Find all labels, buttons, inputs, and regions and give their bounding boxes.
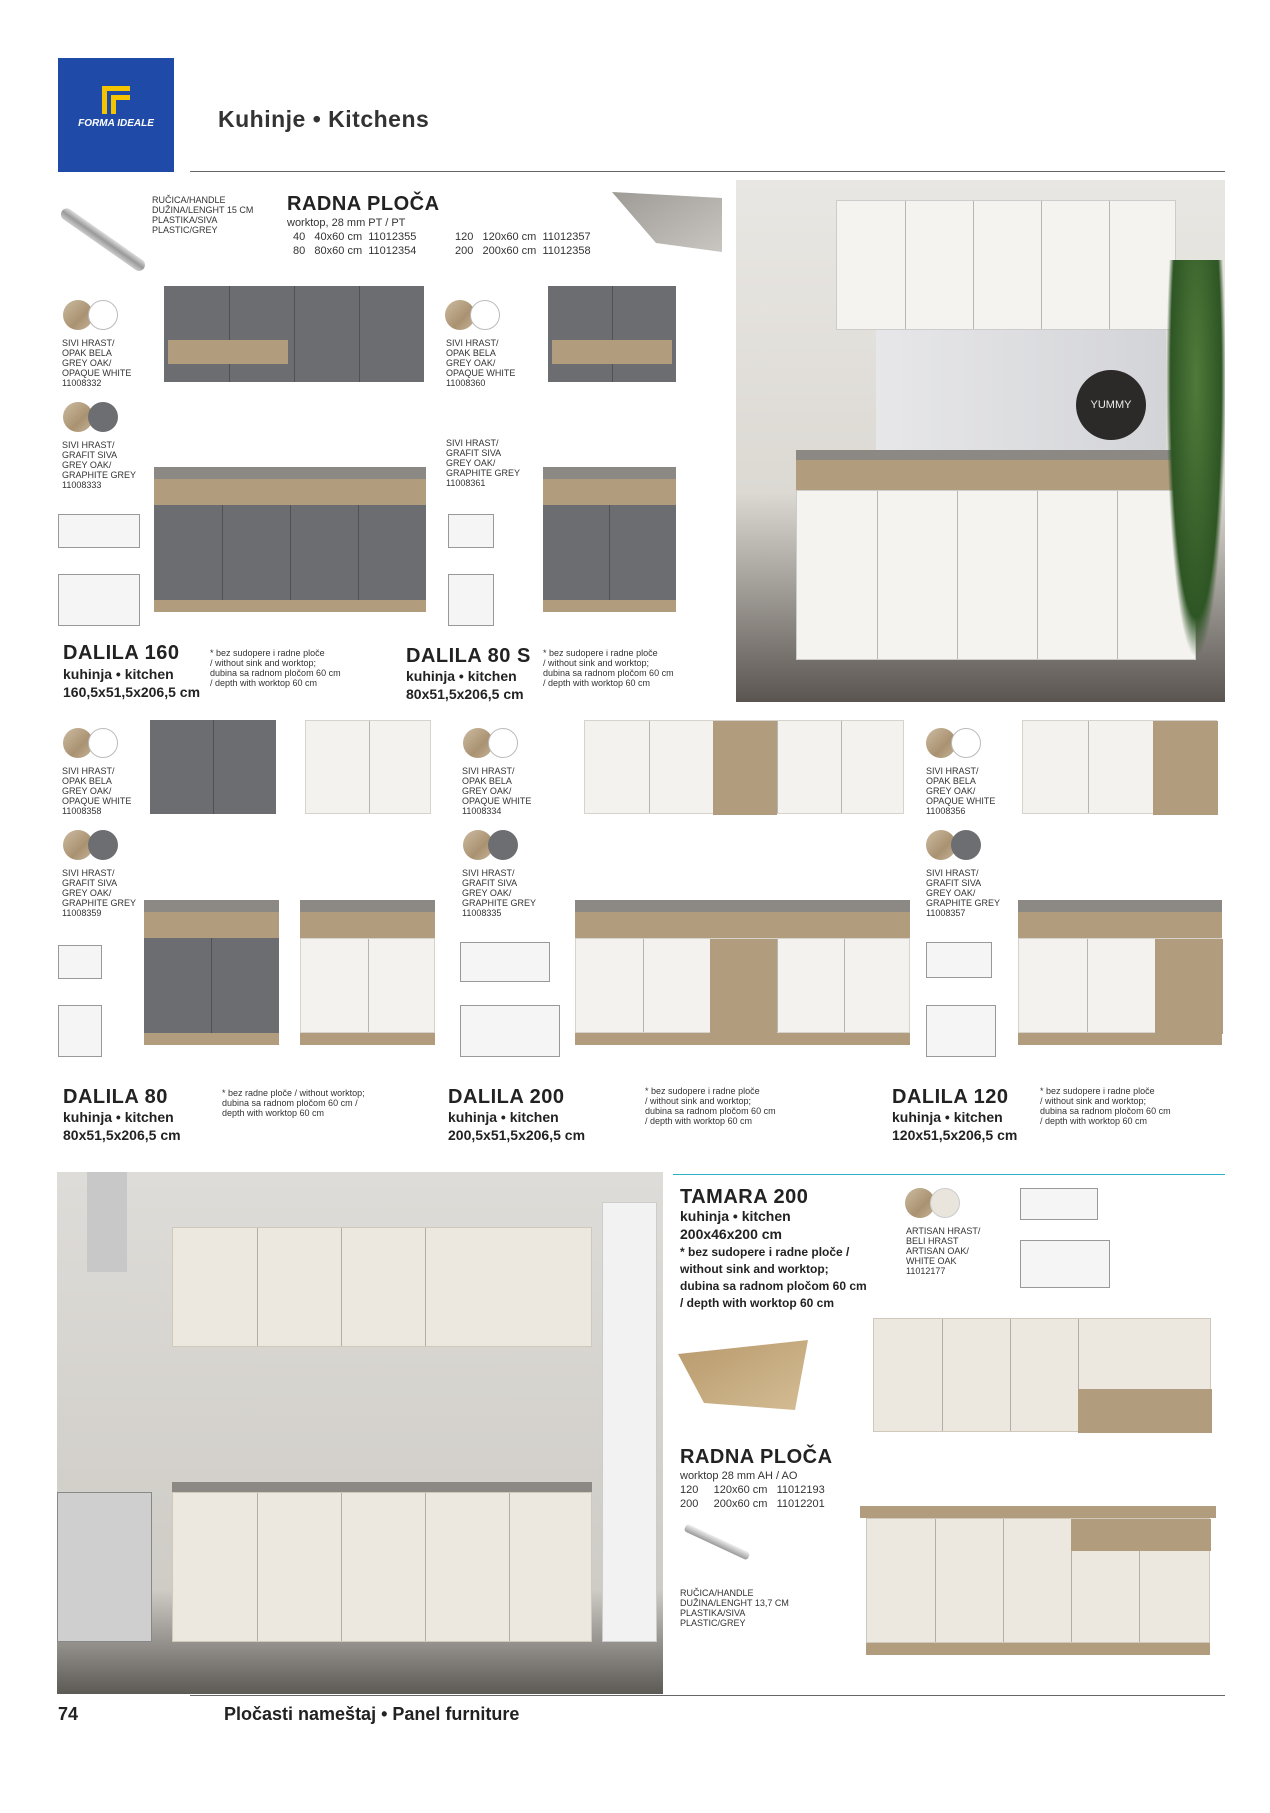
plinth-image <box>1018 1033 1222 1045</box>
worktop2-row: 120 120x60 cm 11012193 <box>680 1484 825 1496</box>
plinth-image <box>543 600 676 612</box>
counter-image <box>543 467 676 479</box>
product-note: * bez sudopere i radne ploče / without sink and worktop; dubina sa radnom pločom 60 cm / depth with worktop 60 cm <box>680 1245 867 1310</box>
wireframe-base <box>1020 1240 1110 1288</box>
plinth-image <box>154 600 426 612</box>
range-hood <box>87 1172 127 1272</box>
worktop2-subtitle: worktop 28 mm AH / AO <box>680 1470 798 1482</box>
product-note: * bez radne ploče / without worktop; dubina sa radnom pločom 60 cm / depth with worktop 60 cm <box>222 1088 365 1118</box>
base-cabinet-image <box>1018 938 1222 1033</box>
drawer-image <box>300 912 435 938</box>
wireframe-upper <box>460 942 550 982</box>
variant-label: SIVI HRAST/ GRAFIT SIVA GREY OAK/ GRAPHITE GREY 11008335 <box>462 868 537 918</box>
swatch-graphite-grey <box>88 402 118 432</box>
product-name: DALILA 120 <box>892 1086 1009 1108</box>
upper-cabinet-image <box>873 1318 1211 1432</box>
counter-image <box>575 900 910 912</box>
plinth-image <box>144 1033 279 1045</box>
variant-label: ARTISAN HRAST/ BELI HRAST ARTISAN OAK/ WHITE OAK 11012177 <box>906 1226 981 1276</box>
product-type: kuhinja • kitchen <box>406 668 517 684</box>
plant <box>1166 260 1225 660</box>
wireframe-upper <box>58 945 102 979</box>
swatch-graphite-grey <box>951 830 981 860</box>
swatch-graphite-grey <box>488 830 518 860</box>
drawer-image <box>144 912 279 938</box>
handle-image <box>59 206 148 273</box>
wireframe-upper <box>1020 1188 1098 1220</box>
base-cabinet-image <box>866 1518 1210 1643</box>
upper-cabinet-image <box>305 720 431 814</box>
brand-logo <box>58 58 174 172</box>
upper-cabinet-image <box>1022 720 1217 814</box>
product-name: DALILA 160 <box>63 642 180 664</box>
product-name: TAMARA 200 <box>680 1186 809 1208</box>
product-note: * bez sudopere i radne ploče / without sink and worktop; dubina sa radnom pločom 60 cm / depth with worktop 60 cm <box>210 648 341 688</box>
worktop-sample-image <box>678 1340 808 1410</box>
wireframe-base <box>448 574 494 626</box>
kitchen-photo-tamara <box>57 1172 663 1694</box>
worktop-title: RADNA PLOČA <box>287 193 440 215</box>
counter-image <box>154 467 426 479</box>
variant-label: SIVI HRAST/ GRAFIT SIVA GREY OAK/ GRAPHITE GREY 11008359 <box>62 868 137 918</box>
variant-label: SIVI HRAST/ OPAK BELA GREY OAK/ OPAQUE WHITE 11008360 <box>446 338 516 388</box>
worktop-row: 80 80x60 cm 11012354 <box>293 245 417 257</box>
drawer-image <box>575 912 910 938</box>
base-cabinets <box>796 490 1196 660</box>
countertop <box>172 1482 592 1492</box>
variant-label: SIVI HRAST/ OPAK BELA GREY OAK/ OPAQUE WHITE 11008334 <box>462 766 532 816</box>
handle-spec: RUČICA/HANDLE DUŽINA/LENGHT 15 CM PLASTIKA/SIVA PLASTIC/GREY <box>152 195 254 235</box>
variant-label: SIVI HRAST/ OPAK BELA GREY OAK/ OPAQUE WHITE 11008356 <box>926 766 996 816</box>
base-cabinet-image <box>543 505 676 600</box>
drawer-image <box>543 479 676 505</box>
product-dims: 120x51,5x206,5 cm <box>892 1127 1018 1143</box>
product-dims: 200,5x51,5x206,5 cm <box>448 1127 586 1143</box>
upper-cabinets <box>172 1227 592 1347</box>
drawer-image <box>1018 912 1222 938</box>
product-type: kuhinja • kitchen <box>63 666 174 682</box>
oven <box>57 1492 152 1642</box>
wireframe-base <box>58 574 140 626</box>
product-dims: 80x51,5x206,5 cm <box>63 1127 181 1143</box>
variant-label: SIVI HRAST/ GRAFIT SIVA GREY OAK/ GRAPHITE GREY 11008361 <box>446 438 521 488</box>
product-name: DALILA 80 S <box>406 645 531 667</box>
plinth-image <box>575 1033 910 1045</box>
variant-label: SIVI HRAST/ OPAK BELA GREY OAK/ OPAQUE WHITE 11008332 <box>62 338 132 388</box>
drawer-row <box>796 460 1196 490</box>
upper-cabinet-image <box>164 286 424 382</box>
upper-cabinet-image <box>584 720 904 814</box>
worktop2-title: RADNA PLOČA <box>680 1446 833 1468</box>
worktop2-row: 200 200x60 cm 11012201 <box>680 1498 825 1510</box>
kitchen-photo-dalila <box>736 180 1225 702</box>
plinth-image <box>300 1033 435 1045</box>
counter-image <box>300 900 435 912</box>
product-type: kuhinja • kitchen <box>680 1208 791 1224</box>
swatch-opaque-white <box>951 728 981 758</box>
product-note: * bez sudopere i radne ploče / without sink and worktop; dubina sa radnom pločom 60 cm / depth with worktop 60 cm <box>543 648 674 688</box>
base-cabinet-image <box>300 938 435 1033</box>
product-dims: 160,5x51,5x206,5 cm <box>63 684 201 700</box>
wireframe-base <box>460 1005 560 1057</box>
worktop-sample-image <box>612 192 722 252</box>
logo-mark-icon <box>102 86 130 114</box>
product-name: DALILA 80 <box>63 1086 168 1108</box>
swatch-opaque-white <box>470 300 500 330</box>
swatch-opaque-white <box>88 728 118 758</box>
counter-image <box>144 900 279 912</box>
wireframe-upper <box>58 514 140 548</box>
base-cabinet-image <box>154 505 426 600</box>
swatch-graphite-grey <box>88 830 118 860</box>
wireframe-base <box>926 1005 996 1057</box>
countertop <box>796 450 1196 460</box>
product-type: kuhinja • kitchen <box>892 1109 1003 1125</box>
swatch-white-oak <box>930 1188 960 1218</box>
worktop-row: 120 120x60 cm 11012357 <box>455 231 591 243</box>
variant-label: SIVI HRAST/ OPAK BELA GREY OAK/ OPAQUE WHITE 11008358 <box>62 766 132 816</box>
product-note: * bez sudopere i radne ploče / without sink and worktop; dubina sa radnom pločom 60 cm / depth with worktop 60 cm <box>1040 1086 1171 1126</box>
swatch-opaque-white <box>88 300 118 330</box>
yummy-sign: YUMMY <box>1076 370 1146 440</box>
counter-image <box>1018 900 1222 912</box>
base-cabinets <box>172 1492 592 1642</box>
footer-title: Pločasti nameštaj • Panel furniture <box>224 1704 520 1724</box>
wireframe-base <box>58 1005 102 1057</box>
upper-cabinet-image <box>150 720 276 814</box>
drawer-image <box>154 479 426 505</box>
handle-spec: RUČICA/HANDLE DUŽINA/LENGHT 13,7 CM PLASTIKA/SIVA PLASTIC/GREY <box>680 1588 789 1628</box>
swatch-opaque-white <box>488 728 518 758</box>
product-type: kuhinja • kitchen <box>448 1109 559 1125</box>
page-number: 74 <box>58 1704 79 1724</box>
product-dims: 80x51,5x206,5 cm <box>406 686 524 702</box>
variant-label: SIVI HRAST/ GRAFIT SIVA GREY OAK/ GRAPHITE GREY 11008357 <box>926 868 1001 918</box>
counter-image <box>860 1506 1216 1518</box>
logo-text: FORMA IDEALE <box>78 118 154 129</box>
base-cabinet-image <box>575 938 910 1033</box>
section-rule <box>673 1174 1225 1175</box>
variant-label: SIVI HRAST/ GRAFIT SIVA GREY OAK/ GRAPHITE GREY 11008333 <box>62 440 137 490</box>
worktop-subtitle: worktop, 28 mm PT / PT <box>287 217 406 229</box>
worktop-row: 40 40x60 cm 11012355 <box>293 231 417 243</box>
base-cabinet-image <box>144 938 279 1033</box>
product-note: * bez sudopere i radne ploče / without sink and worktop; dubina sa radnom pločom 60 cm / depth with worktop 60 cm <box>645 1086 776 1126</box>
plinth-image <box>866 1643 1210 1655</box>
product-name: DALILA 200 <box>448 1086 565 1108</box>
wireframe-upper <box>926 942 992 978</box>
worktop-row: 200 200x60 cm 11012358 <box>455 245 591 257</box>
page-title: Kuhinje • Kitchens <box>218 106 430 132</box>
header-rule <box>190 171 1225 172</box>
upper-cabinet-image <box>548 286 676 382</box>
handle-image <box>684 1524 751 1561</box>
wireframe-upper <box>448 514 494 548</box>
fridge <box>602 1202 657 1642</box>
product-dims: 200x46x200 cm <box>680 1226 782 1242</box>
product-type: kuhinja • kitchen <box>63 1109 174 1125</box>
upper-cabinets <box>836 200 1176 330</box>
footer-rule <box>190 1695 1225 1696</box>
